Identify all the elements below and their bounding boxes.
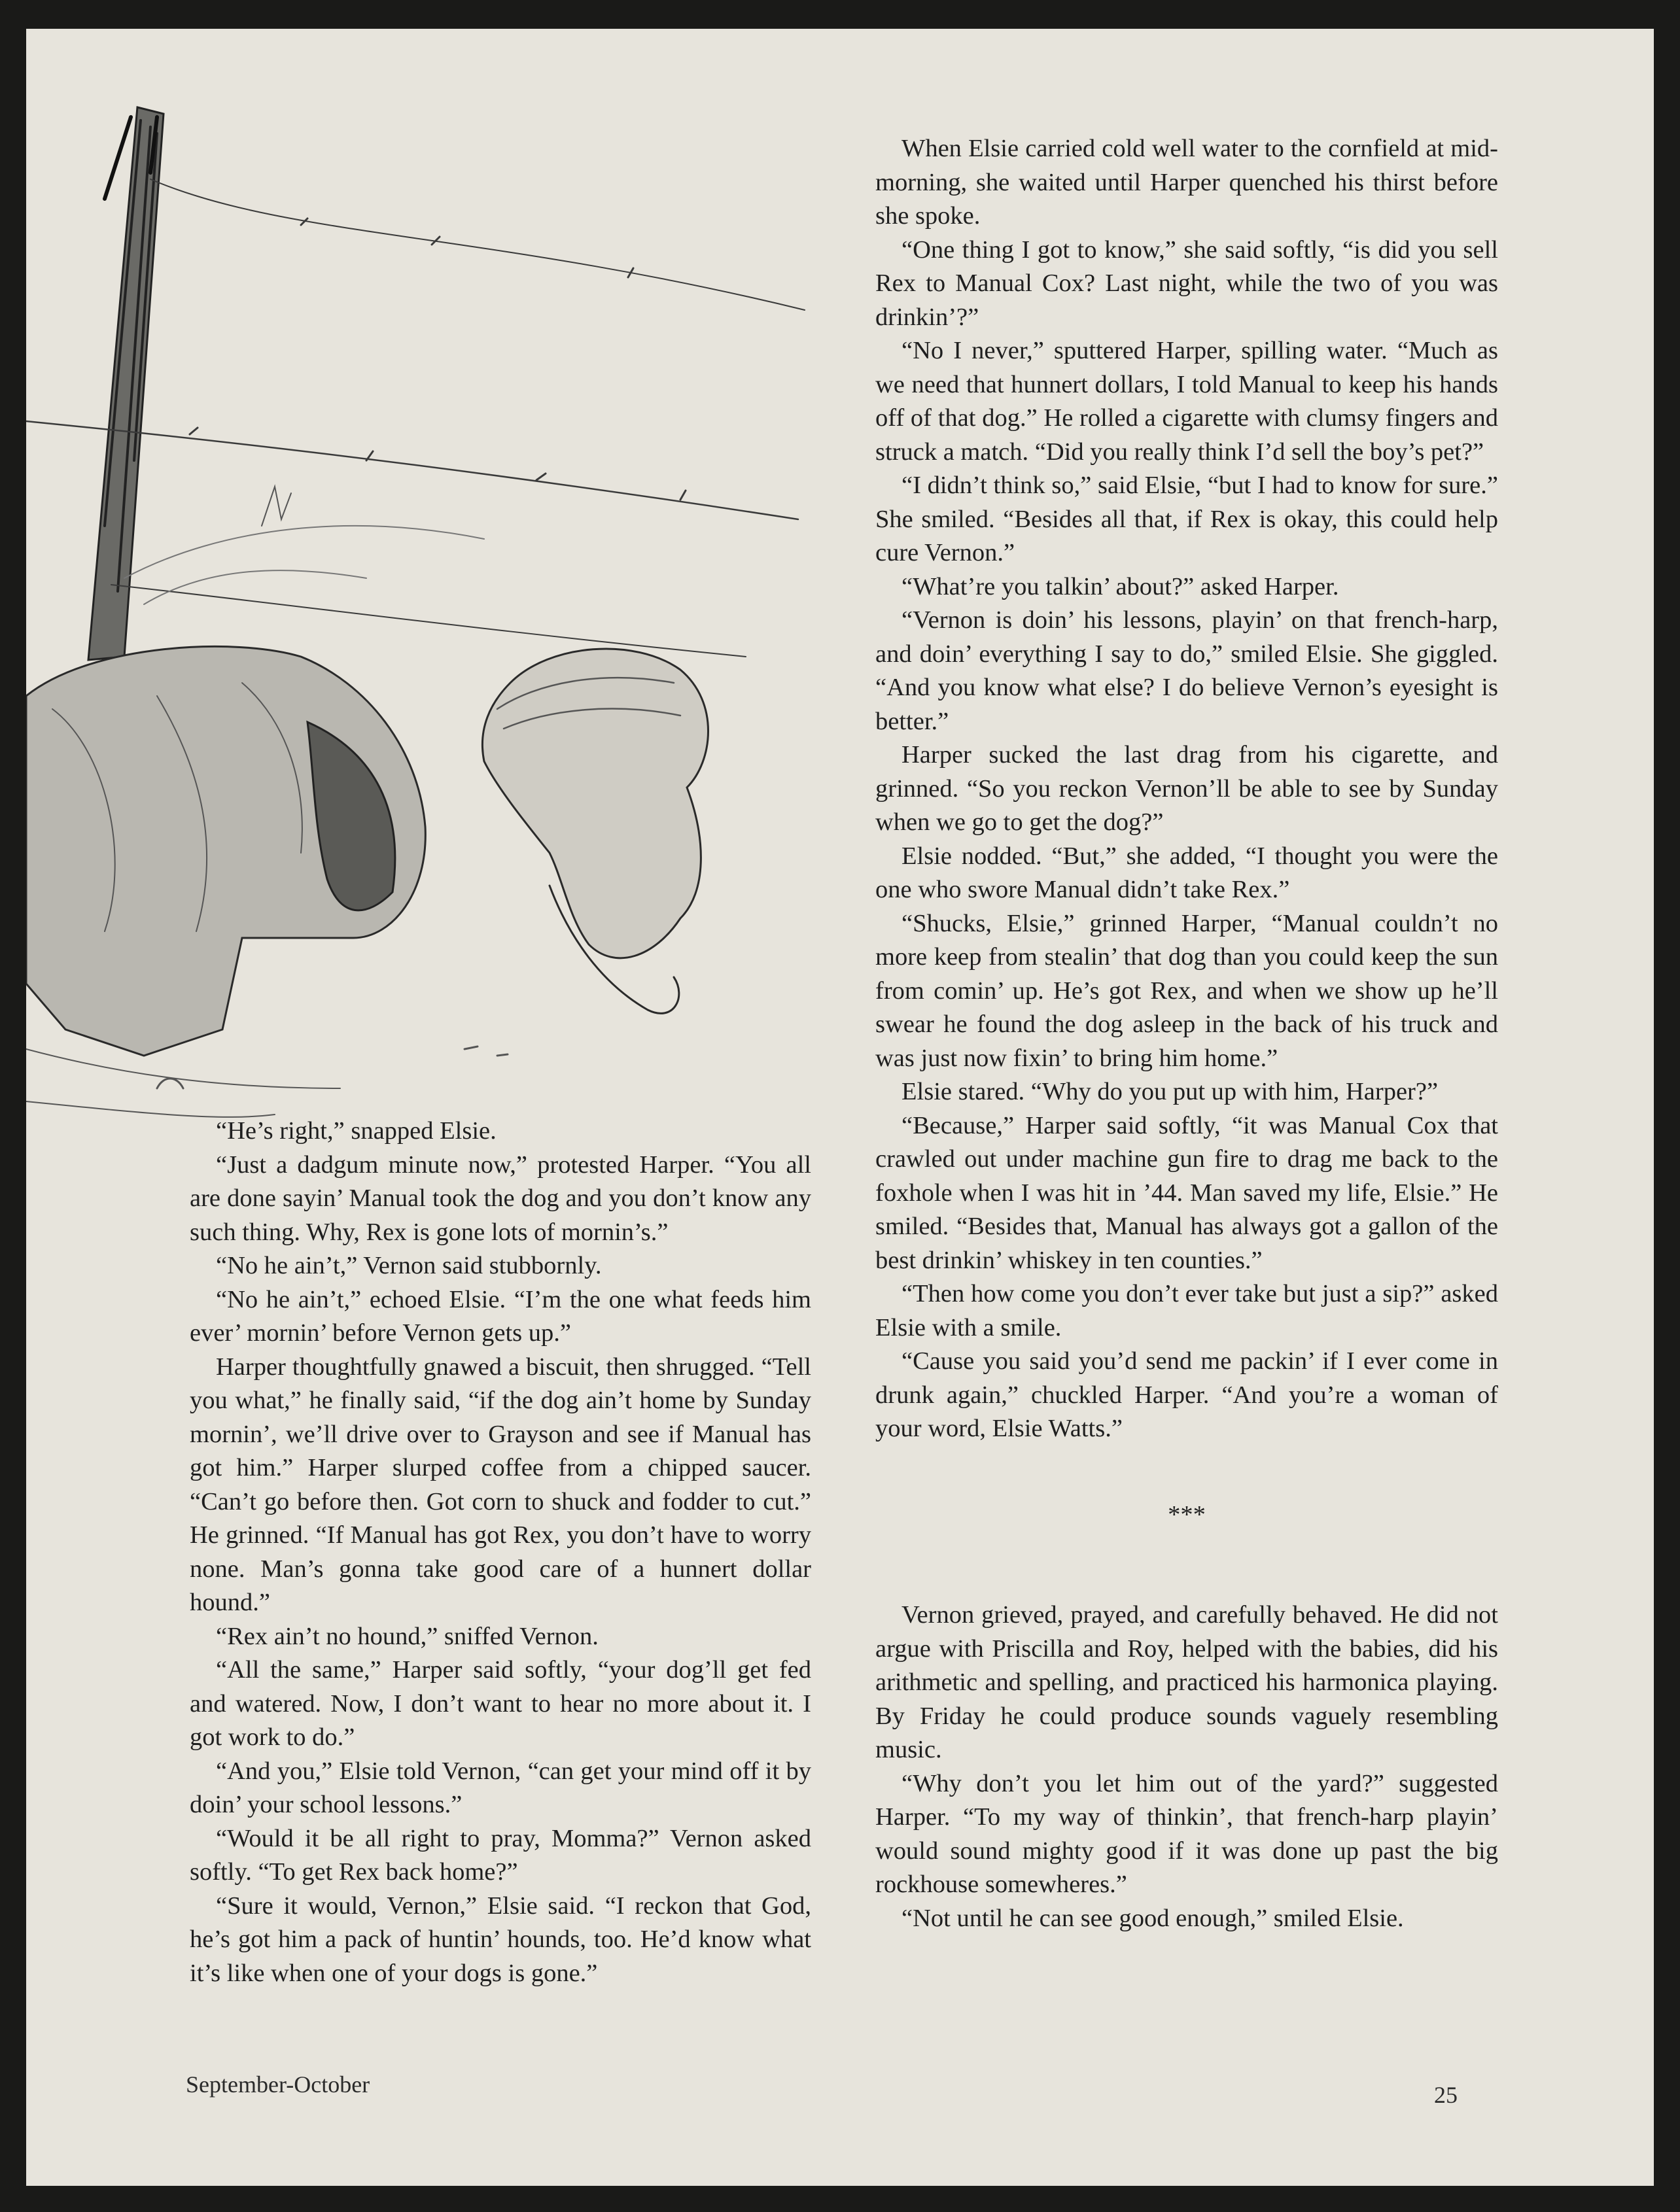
paragraph: Elsie nodded. “But,” she added, “I thought you were the one who swore Manual didn’t take Rex.” <box>875 842 1498 903</box>
paragraph: “Cause you said you’d send me packin’ if I ever come in drunk again,” chuckled Harper. “And you’re a woman of your word, Elsie Watts.” <box>875 1347 1498 1442</box>
paragraph: “Shucks, Elsie,” grinned Harper, “Manual couldn’t no more keep from stealin’ that dog than you could keep the sun from comin’ up. He’s got Rex, and when we show up he’ll swear he found the dog asleep in the back of his truck and was just now fixin’ to bring him home.” <box>875 909 1498 1072</box>
paragraph: “And you,” Elsie told Vernon, “can get your mind off it by doin’ your school lessons.” <box>190 1757 811 1818</box>
paragraph: “Then how come you don’t ever take but just a sip?” asked Elsie with a smile. <box>875 1280 1498 1341</box>
section-separator: *** <box>1168 1500 1206 1529</box>
paragraph: “Why don’t you let him out of the yard?” suggested Harper. “To my way of thinkin’, that french-harp playin’ would sound mighty good if it was done up past the big rockhouse somewheres.” <box>875 1769 1498 1898</box>
paragraph: “One thing I got to know,” she said softly, “is did you sell Rex to Manual Cox? Last night, while the two of you was drinkin’?” <box>875 235 1498 331</box>
paragraph: “Not until he can see good enough,” smiled Elsie. <box>901 1904 1404 1932</box>
paragraph: “No he ain’t,” Vernon said stubbornly. <box>216 1252 602 1279</box>
paragraph: “No I never,” sputtered Harper, spilling water. “Much as we need that hunnert dollars, I told Manual to keep his hands off of that dog.” He rolled a cigarette with clumsy fingers and struck a match. “Did you really think I’d sell the boy’s pet?” <box>875 337 1498 466</box>
page-number: 25 <box>1434 2082 1458 2108</box>
paragraph: When Elsie carried cold well water to the cornfield at mid-morning, she waited until Harper quenched his thirst before she spoke. <box>875 135 1498 230</box>
paragraph: “What’re you talkin’ about?” asked Harper. <box>901 572 1339 600</box>
paragraph: Harper thoughtfully gnawed a biscuit, then shrugged. “Tell you what,” he finally said, “if the dog ain’t home by Sunday mornin’, we’ll drive over to Grayson and see if Manual has got him.” Harper slurped coffee from a chipped saucer. “Can’t go before then. Got corn to shuck and fodder to cut.” He grinned. “If Manual has got Rex, you don’t have to worry none. Man’s gonna take good care of a hunnert dollar hound.” <box>190 1353 811 1616</box>
paragraph: Vernon grieved, prayed, and carefully behaved. He did not argue with Priscilla and Roy, helped with the babies, did his arithmetic and spelling, and practiced his harmonica playing. By Friday he could produce sounds vaguely resembling music. <box>875 1601 1498 1763</box>
paragraph: “Because,” Harper said softly, “it was Manual Cox that crawled out under machine gun fire to drag me back to the foxhole when I was hit in ’44. Man saved my life, Elsie.” He smiled. “Besides that, Manual has always got a gallon of the best drinkin’ whiskey in ten counties.” <box>875 1111 1498 1274</box>
paragraph: Elsie stared. “Why do you put up with him, Harper?” <box>901 1078 1439 1105</box>
paragraph: “Would it be all right to pray, Momma?” Vernon asked softly. “To get Rex back home?” <box>190 1824 811 1886</box>
paragraph: “No he ain’t,” echoed Elsie. “I’m the one what feeds him ever’ mornin’ before Vernon gets up.” <box>190 1285 811 1347</box>
magazine-page <box>26 29 1654 2186</box>
paragraph: “Sure it would, Vernon,” Elsie said. “I reckon that God, he’s got him a pack of huntin’ hounds, too. He’d know what it’s like when one of your dogs is gone.” <box>190 1892 811 1987</box>
left-text-column <box>190 1115 811 1990</box>
paragraph: “Vernon is doin’ his lessons, playin’ on that french-harp, and doin’ everything I say to do,” smiled Elsie. She giggled. “And you know what else? I do believe Vernon’s eyesight is better.” <box>875 606 1498 735</box>
paragraph: “I didn’t think so,” said Elsie, “but I had to know for sure.” She smiled. “Besides all that, if Rex is okay, this could help cure Vernon.” <box>875 472 1498 566</box>
paragraph: “All the same,” Harper said softly, “your dog’ll get fed and watered. Now, I don’t want to hear no more about it. I got work to do.” <box>190 1656 811 1751</box>
paragraph: Harper sucked the last drag from his cigarette, and grinned. “So you reckon Vernon’ll be able to see by Sunday when we go to get the dog?” <box>875 741 1498 836</box>
paragraph: “Rex ain’t no hound,” sniffed Vernon. <box>216 1622 599 1650</box>
right-text-column <box>875 132 1498 1935</box>
issue-date-footer: September-October <box>186 2071 370 2098</box>
pencil-illustration <box>26 68 831 1128</box>
paragraph: “Just a dadgum minute now,” protested Harper. “You all are done sayin’ Manual took the dog and you don’t know any such thing. Why, Rex is gone lots of mornin’s.” <box>190 1150 811 1246</box>
paragraph: “He’s right,” snapped Elsie. <box>216 1117 497 1145</box>
